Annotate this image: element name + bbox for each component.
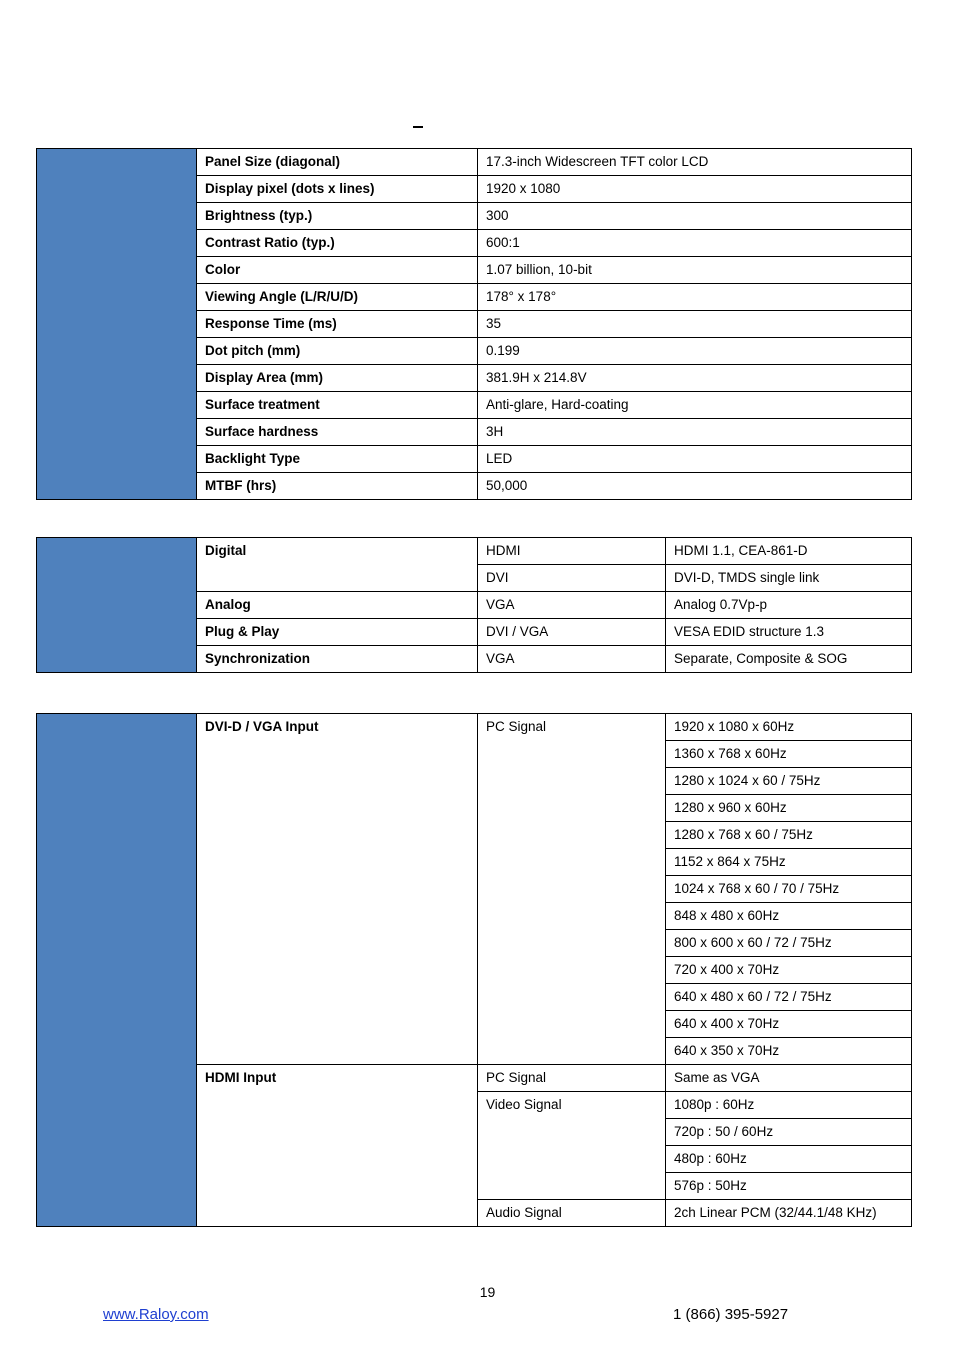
sync-type: VGA bbox=[478, 646, 666, 673]
video-mode-value: 1080p : 60Hz bbox=[666, 1092, 912, 1119]
sync-label: Synchronization bbox=[197, 646, 478, 673]
spec-value: 17.3-inch Widescreen TFT color LCD bbox=[478, 149, 912, 176]
audio-signal-value: 2ch Linear PCM (32/44.1/48 KHz) bbox=[666, 1200, 912, 1227]
spec-value: 1920 x 1080 bbox=[478, 176, 912, 203]
panel-spec-table bbox=[36, 148, 912, 500]
table-row bbox=[37, 149, 912, 176]
section-side-cell bbox=[37, 149, 197, 500]
plug-play-type: DVI / VGA bbox=[478, 619, 666, 646]
page-number: 19 bbox=[479, 1284, 496, 1300]
pc-mode-value: 1024 x 768 x 60 / 70 / 75Hz bbox=[666, 876, 912, 903]
analog-value: Analog 0.7Vp-p bbox=[666, 592, 912, 619]
panel-spec-body bbox=[37, 149, 912, 500]
spec-label: Surface hardness bbox=[197, 419, 478, 446]
hdmi-type: HDMI bbox=[478, 538, 666, 565]
spec-value: 3H bbox=[478, 419, 912, 446]
table-row bbox=[37, 714, 912, 741]
hdmi-input-label: HDMI Input bbox=[197, 1065, 478, 1227]
table-row bbox=[37, 538, 912, 565]
video-signal-label: Video Signal bbox=[478, 1092, 666, 1200]
section-side-cell bbox=[37, 714, 197, 1227]
spec-value: 1.07 billion, 10-bit bbox=[478, 257, 912, 284]
sync-value: Separate, Composite & SOG bbox=[666, 646, 912, 673]
spec-label: Panel Size (diagonal) bbox=[197, 149, 478, 176]
digital-label: Digital bbox=[197, 538, 478, 592]
pc-mode-value: 1920 x 1080 x 60Hz bbox=[666, 714, 912, 741]
interface-spec-table bbox=[36, 537, 912, 673]
hdmi-pc-signal-value: Same as VGA bbox=[666, 1065, 912, 1092]
analog-type: VGA bbox=[478, 592, 666, 619]
pc-mode-value: 640 x 400 x 70Hz bbox=[666, 1011, 912, 1038]
spec-label: Display pixel (dots x lines) bbox=[197, 176, 478, 203]
pc-mode-value: 1360 x 768 x 60Hz bbox=[666, 741, 912, 768]
pc-mode-value: 720 x 400 x 70Hz bbox=[666, 957, 912, 984]
spec-value: 50,000 bbox=[478, 473, 912, 500]
audio-signal-label: Audio Signal bbox=[478, 1200, 666, 1227]
spec-value: 35 bbox=[478, 311, 912, 338]
spec-label: Response Time (ms) bbox=[197, 311, 478, 338]
pc-mode-value: 848 x 480 x 60Hz bbox=[666, 903, 912, 930]
pc-mode-value: 1280 x 960 x 60Hz bbox=[666, 795, 912, 822]
spec-label: Surface treatment bbox=[197, 392, 478, 419]
spec-label: Brightness (typ.) bbox=[197, 203, 478, 230]
spec-label: MTBF (hrs) bbox=[197, 473, 478, 500]
pc-mode-value: 800 x 600 x 60 / 72 / 75Hz bbox=[666, 930, 912, 957]
spec-value: LED bbox=[478, 446, 912, 473]
pc-signal-label: PC Signal bbox=[478, 714, 666, 1065]
pc-mode-value: 640 x 350 x 70Hz bbox=[666, 1038, 912, 1065]
spec-value: 381.9H x 214.8V bbox=[478, 365, 912, 392]
spec-value: 0.199 bbox=[478, 338, 912, 365]
spec-value: 300 bbox=[478, 203, 912, 230]
website-link[interactable]: www.Raloy.com bbox=[103, 1306, 209, 1323]
video-mode-value: 480p : 60Hz bbox=[666, 1146, 912, 1173]
video-mode-value: 720p : 50 / 60Hz bbox=[666, 1119, 912, 1146]
spec-label: Contrast Ratio (typ.) bbox=[197, 230, 478, 257]
spec-value: 178° x 178° bbox=[478, 284, 912, 311]
phone-number: 1 (866) 395-5927 bbox=[673, 1306, 789, 1323]
timing-spec-table bbox=[36, 713, 912, 1227]
hdmi-value: HDMI 1.1, CEA-861-D bbox=[666, 538, 912, 565]
hdmi-pc-signal-label: PC Signal bbox=[478, 1065, 666, 1092]
spec-label: Color bbox=[197, 257, 478, 284]
dvi-vga-input-label: DVI-D / VGA Input bbox=[197, 714, 478, 1065]
analog-label: Analog bbox=[197, 592, 478, 619]
section-side-cell bbox=[37, 538, 197, 673]
pc-mode-value: 1152 x 864 x 75Hz bbox=[666, 849, 912, 876]
plug-play-value: VESA EDID structure 1.3 bbox=[666, 619, 912, 646]
spec-value: Anti-glare, Hard-coating bbox=[478, 392, 912, 419]
spec-label: Viewing Angle (L/R/U/D) bbox=[197, 284, 478, 311]
spec-label: Display Area (mm) bbox=[197, 365, 478, 392]
video-mode-value: 576p : 50Hz bbox=[666, 1173, 912, 1200]
spec-value: 600:1 bbox=[478, 230, 912, 257]
spec-label: Dot pitch (mm) bbox=[197, 338, 478, 365]
dvi-value: DVI-D, TMDS single link bbox=[666, 565, 912, 592]
plug-play-label: Plug & Play bbox=[197, 619, 478, 646]
pc-mode-value: 1280 x 1024 x 60 / 75Hz bbox=[666, 768, 912, 795]
header-dash bbox=[413, 126, 423, 128]
spec-label: Backlight Type bbox=[197, 446, 478, 473]
pc-mode-value: 640 x 480 x 60 / 72 / 75Hz bbox=[666, 984, 912, 1011]
timing-spec-body bbox=[37, 714, 912, 1227]
pc-mode-value: 1280 x 768 x 60 / 75Hz bbox=[666, 822, 912, 849]
dvi-type: DVI bbox=[478, 565, 666, 592]
